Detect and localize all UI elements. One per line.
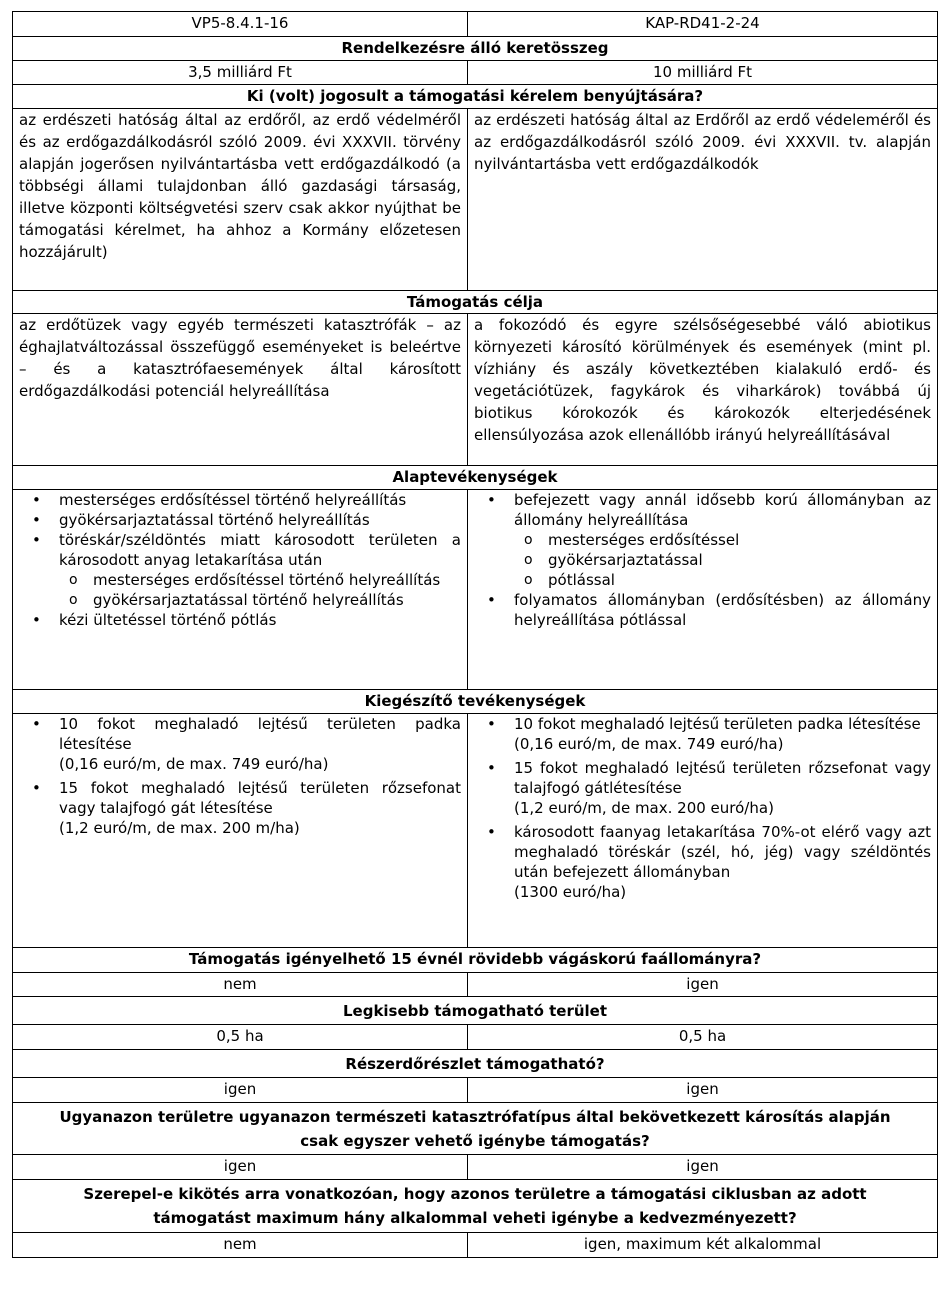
sub-list [19,570,461,610]
min-area-left: 0,5 ha [13,1025,468,1050]
section-title-sub-area: Részerdőrészlet támogatható? [13,1050,938,1078]
budget-right: 10 milliárd Ft [468,61,938,85]
sub-list-item: o gyökérsarjaztatással történő helyreállítás [19,590,461,610]
section-title-budget: Rendelkezésre álló keretösszeg [13,37,938,61]
list-item [474,822,931,906]
comparison-table [12,11,938,1258]
list-item [19,714,461,778]
title-line: csak egyszer vehető igénybe támogatás? [300,1132,650,1150]
eligible-left: az erdészeti hatóság által az erdőről, az erdő védelméről és az erdőgazdálkodásról szóló 2009. évi XXXVII. törvény alapján jogerősen nyilvántartásba vett erdőgazdálkodó (a többségi állami tulajdonban álló gazdasági társaság, illetve központi költségvetési szerv csak akkor nyújthat be támogatási kérelmet, ha ahhoz a Kormány előzetesen hozzájárult) [13,109,468,291]
title-line: támogatást maximum hány alkalommal veheti igénybe a kedvezményezett? [153,1209,797,1227]
list-item-text: befejezett vagy annál idősebb korú állományban az állomány helyreállítása [514,491,931,529]
list-item [474,714,931,758]
header-left: VP5-8.4.1-16 [13,12,468,37]
header-right: KAP-RD41-2-24 [468,12,938,37]
basic-left-list [19,490,461,630]
supplementary-left [13,714,468,948]
basic-right-list [474,490,931,630]
list-item-note: (1,2 euró/m, de max. 200 euró/ha) [514,799,774,817]
list-item-text: 15 fokot meghaladó lejtésű területen rőzsefonat vagy talajfogó gát létesítése [59,779,461,817]
section-title-basic: Alaptevékenységek [13,466,938,490]
list-item [19,778,461,842]
section-title-once [13,1103,938,1155]
list-item [474,490,931,590]
list-item-note: (1300 euró/ha) [514,883,627,901]
sub-list-item: o mesterséges erdősítéssel [474,530,931,550]
section-title-purpose: Támogatás célja [13,291,938,314]
purpose-left: az erdőtüzek vagy egyéb természeti katasztrófák – az éghajlatváltozással összefüggő eseményeket is beleértve – és a katasztrófaesemények által károsított erdőgazdálkodási potenciál helyreállítása [13,314,468,466]
list-item-text: töréskár/széldöntés miatt károsodott területen a károsodott anyag letakarítása után [59,531,461,569]
purpose-right: a fokozódó és egyre szélsőségesebbé váló abiotikus környezeti károsító körülmények és események (mint pl. vízhiány és aszály következtében kialakuló erdő- és vegetációtüzek, fagykárok és viharkárok) továbbá új biotikus kórokozók és károkozók elterjedésének ellensúlyozása azok ellenállóbb irányú helyreállításával [468,314,938,466]
min-area-right: 0,5 ha [468,1025,938,1050]
list-item: • gyökérsarjaztatással történő helyreállítás [19,510,461,530]
eligible-right: az erdészeti hatóság által az Erdőről az erdő védeleméről és az erdőgazdálkodásról szóló 2009. évi XXXVII. tv. alapján nyilvántartásba vett erdőgazdálkodók [468,109,938,291]
once-right: igen [468,1155,938,1180]
list-item-text: károsodott faanyag letakarítása 70%-ot elérő vagy azt meghaladó töréskár (szél, hó, jég) vagy széldöntés után befejezett állományban [514,823,931,881]
young-stand-left: nem [13,973,468,997]
limit-right: igen, maximum két alkalommal [468,1233,938,1258]
sub-list-item: o pótlással [474,570,931,590]
section-title-min-area: Legkisebb támogatható terület [13,997,938,1025]
sub-list-item: o gyökérsarjaztatással [474,550,931,570]
young-stand-right: igen [468,973,938,997]
section-title-supplementary: Kiegészítő tevékenységek [13,690,938,714]
list-item-text: 10 fokot meghaladó lejtésű területen padka létesítése [59,715,461,753]
list-item [474,758,931,822]
sub-area-right: igen [468,1078,938,1103]
limit-left: nem [13,1233,468,1258]
list-item-text: 15 fokot meghaladó lejtésű területen rőzsefonat vagy talajfogó gátlétesítése [514,759,931,797]
header-row [13,12,938,37]
list-item [19,530,461,610]
list-item-note: (0,16 euró/m, de max. 749 euró/ha) [59,755,329,773]
sub-list [474,530,931,590]
section-title-eligible: Ki (volt) jogosult a támogatási kérelem benyújtására? [13,85,938,109]
once-left: igen [13,1155,468,1180]
title-line: Ugyanazon területre ugyanazon természeti katasztrófatípus által bekövetkezett károsítás alapján [59,1108,891,1126]
list-item: • kézi ültetéssel történő pótlás [19,610,461,630]
supplementary-right [468,714,938,948]
supplementary-right-list [474,714,931,906]
sub-area-left: igen [13,1078,468,1103]
section-title-young-stand: Támogatás igényelhető 15 évnél rövidebb vágáskorú faállományra? [13,948,938,973]
list-item-note: (1,2 euró/m, de max. 200 m/ha) [59,819,300,837]
supplementary-left-list [19,714,461,842]
basic-left [13,490,468,690]
title-line: Szerepel-e kikötés arra vonatkozóan, hogy azonos területre a támogatási ciklusban az adott [83,1185,867,1203]
budget-left: 3,5 milliárd Ft [13,61,468,85]
sub-list-item: o mesterséges erdősítéssel történő helyreállítás [19,570,461,590]
list-item-note: (0,16 euró/m, de max. 749 euró/ha) [514,735,784,753]
basic-right [468,490,938,690]
section-title-limit [13,1180,938,1233]
list-item: • mesterséges erdősítéssel történő helyreállítás [19,490,461,510]
list-item: • folyamatos állományban (erdősítésben) az állomány helyreállítása pótlással [474,590,931,630]
list-item-text: 10 fokot meghaladó lejtésű területen padka létesítése [514,715,921,733]
